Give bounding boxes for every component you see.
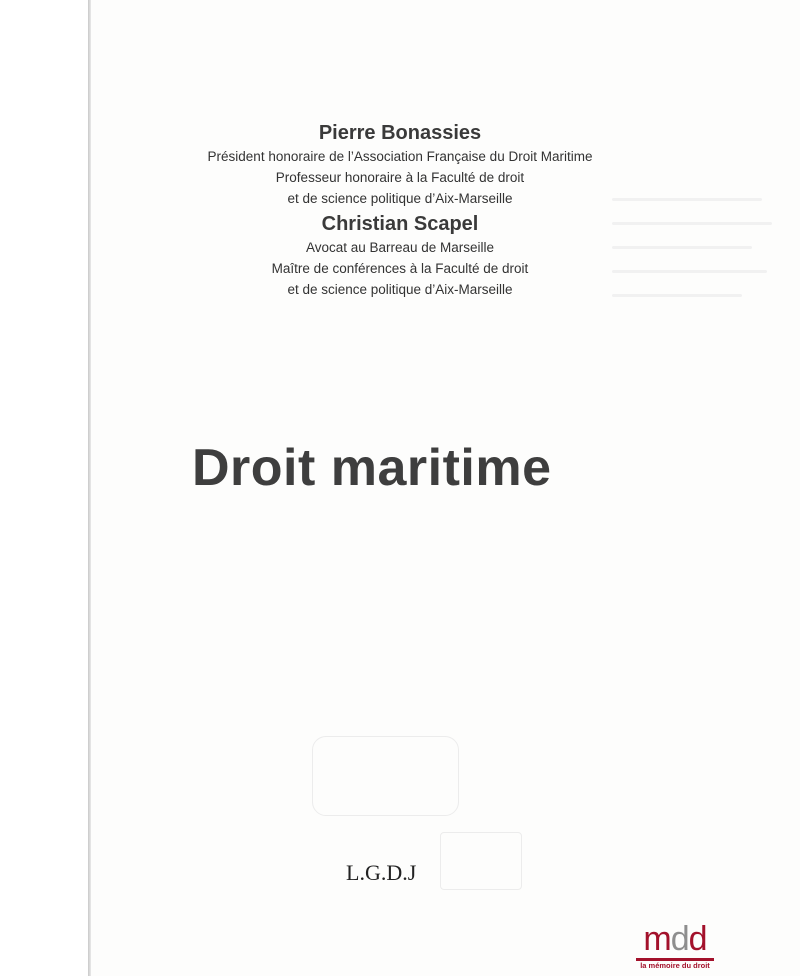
author-affiliation: Président honoraire de l’Association Française du Droit Maritime <box>207 149 593 164</box>
author-affiliation: et de science politique d’Aix-Marseille <box>287 282 513 297</box>
author-affiliation: Avocat au Barreau de Marseille <box>305 240 495 255</box>
author-name: Pierre Bonassies <box>318 122 482 144</box>
binding-edge <box>88 0 91 976</box>
mdd-logo <box>636 922 714 971</box>
margin-left <box>0 0 88 976</box>
bleed-through-box <box>440 832 522 890</box>
logo-mark <box>636 922 714 956</box>
author-affiliation: Maître de conférences à la Faculté de droit <box>271 261 529 276</box>
logo-letter: m <box>643 920 671 958</box>
bleed-through-box <box>312 736 459 816</box>
author-affiliation: Professeur honoraire à la Faculté de droit <box>275 170 525 185</box>
author-2 <box>150 211 650 300</box>
logo-letter: d <box>688 920 707 958</box>
publisher-name: L.G.D.J <box>346 860 417 885</box>
logo-tagline: la mémoire du droit <box>640 961 710 970</box>
author-name: Christian Scapel <box>321 213 479 235</box>
logo-letter: d <box>670 920 689 958</box>
authors-block <box>150 120 650 300</box>
book-title: Droit maritime <box>192 439 552 497</box>
author-1 <box>150 120 650 209</box>
author-affiliation: et de science politique d’Aix-Marseille <box>287 191 513 206</box>
